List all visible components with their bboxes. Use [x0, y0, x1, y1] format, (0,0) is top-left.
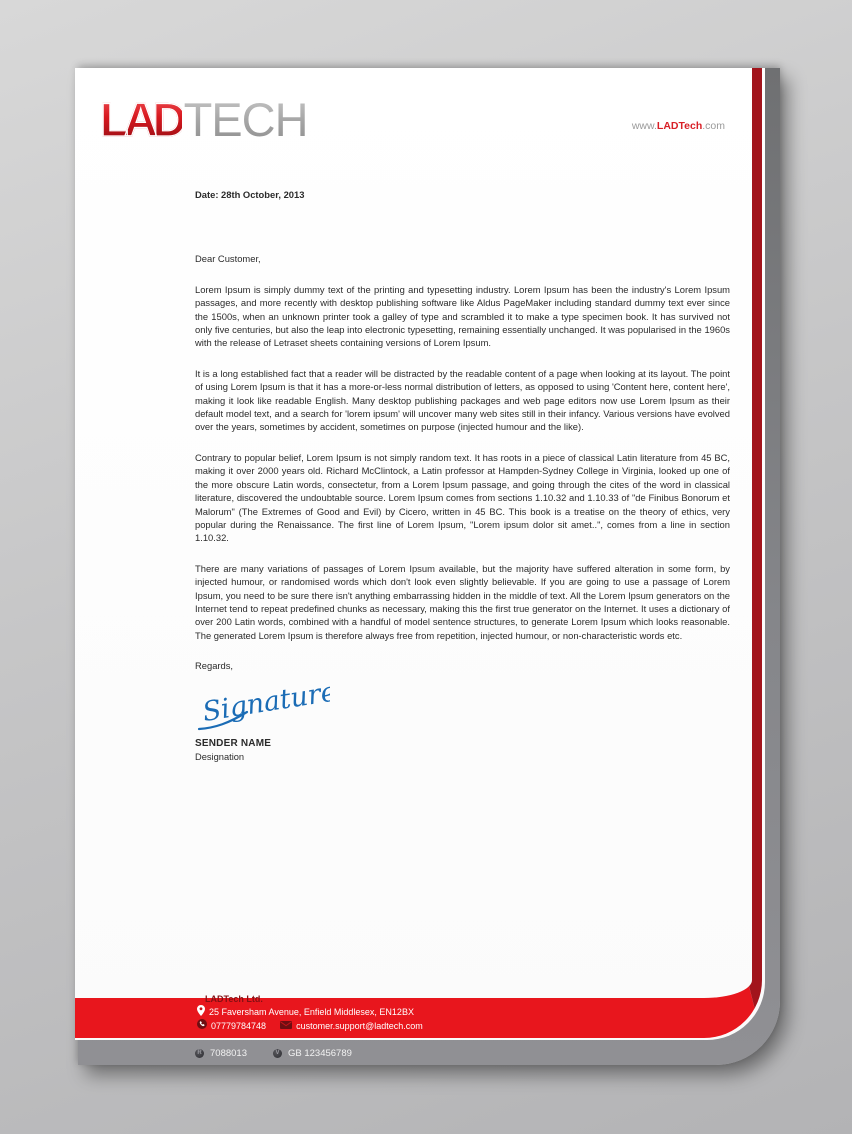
signature-text: Signature: [200, 678, 330, 728]
website-url: [632, 120, 725, 132]
date-line: Date: 28th October, 2013: [195, 189, 305, 200]
paragraph-3: Contrary to popular belief, Lorem Ipsum is not simply random text. It has roots in a piece of classical Latin literature from 45 BC, making it over 2000 years old. Richard McClintock, a Latin professor at Hampden-Sydney College in Virginia, looked up one of the more obscure Latin words, consectetur, from a Lorem Ipsum passage, and going through the cites of the word in classical literature, discovered the undoubtable source. Lorem Ipsum comes from sections 1.10.32 and 1.10.33 of "de Finibus Bonorum et Malorum" (The Extremes of Good and Evil) by Cicero, written in 45 BC. This book is a treatise on the theory of ethics, very popular during the Renaissance. The first line of Lorem Ipsum, "Lorem ipsum dolor sit amet..", comes from a line in section 1.10.32.: [195, 451, 730, 544]
website-suffix: .com: [702, 120, 725, 132]
registered-icon: R: [195, 1049, 204, 1058]
vat-number: GB 123456789: [287, 1047, 352, 1059]
paragraph-2: It is a long established fact that a reader will be distracted by the readable content of a page when looking at its layout. The point of using Lorem Ipsum is that it has a more-or-less normal distribution of letters, as opposed to using 'Content here, content here', making it look like readable English. Many desktop publishing packages and web page editors now use Lorem Ipsum as their default model text, and a search for 'lorem ipsum' will uncover many web sites still in their infancy. Various versions have evolved over the years, sometimes by accident, sometimes on purpose (injected humour and the like).: [195, 367, 730, 433]
footer-company-name: LADTech Ltd.: [205, 994, 263, 1004]
registration-strip: [195, 1044, 352, 1062]
company-logo: [100, 93, 308, 146]
salutation: Dear Customer,: [195, 253, 261, 265]
logo-lad-text: LAD: [100, 93, 182, 146]
footer-address: 25 Faversham Avenue, Enfield Middlesex, EN12BX: [209, 1007, 414, 1017]
company-number: 7088013: [210, 1047, 247, 1059]
website-brand: LADTech: [656, 120, 703, 132]
footer-email: customer.support@ladtech.com: [296, 1020, 423, 1031]
logo-tech-text: TECH: [183, 93, 308, 146]
paragraph-1: Lorem Ipsum is simply dummy text of the printing and typesetting industry. Lorem Ipsum has been the industry's Lorem Ipsum passages, and more recently with desktop publishing software like Aldus PageMaker including standard dummy text ever since the 1500s, when an unknown printer took a galley of type and scrambled it to make a type specimen book. It has survived not only five centuries, but also the leap into electronic typesetting, remaining essentially unchanged. It was popularised in the 1960s with the release of Letraset sheets containing versions of Lorem Ipsum.: [195, 283, 730, 349]
phone-icon: [197, 1019, 207, 1032]
footer-contact-block: [197, 993, 597, 1032]
paragraph-4: There are many variations of passages of Lorem Ipsum available, but the majority have suffered alteration in some form, by injected humour, or randomised words which don't look even slightly believable. If you are going to use a passage of Lorem Ipsum, you need to be sure there isn't anything embarrassing hidden in the middle of text. All the Lorem Ipsum generators on the Internet tend to repeat predefined chunks as necessary, making this the first true generator on the Internet. It uses a dictionary of over 200 Latin words, combined with a handful of model sentence structures, to generate Lorem Ipsum which looks reasonable. The generated Lorem Ipsum is therefore always free from repetition, injected humour, or non-characteristic words etc.: [195, 562, 730, 641]
sender-name: SENDER NAME: [195, 737, 272, 749]
signature-graphic: [195, 679, 330, 735]
designation: Designation: [195, 751, 245, 762]
vat-icon: V: [273, 1049, 282, 1058]
website-prefix: www.: [631, 120, 657, 132]
footer-phone: 07779784748: [211, 1020, 267, 1031]
letter-body: [195, 188, 730, 764]
vat-number-item: [273, 1048, 352, 1059]
letter-paper: [75, 68, 765, 1040]
closing: Regards,: [195, 660, 234, 672]
company-number-item: [195, 1048, 247, 1059]
signature: [195, 679, 730, 735]
envelope-icon: [280, 1020, 292, 1032]
location-pin-icon: [197, 1005, 205, 1019]
